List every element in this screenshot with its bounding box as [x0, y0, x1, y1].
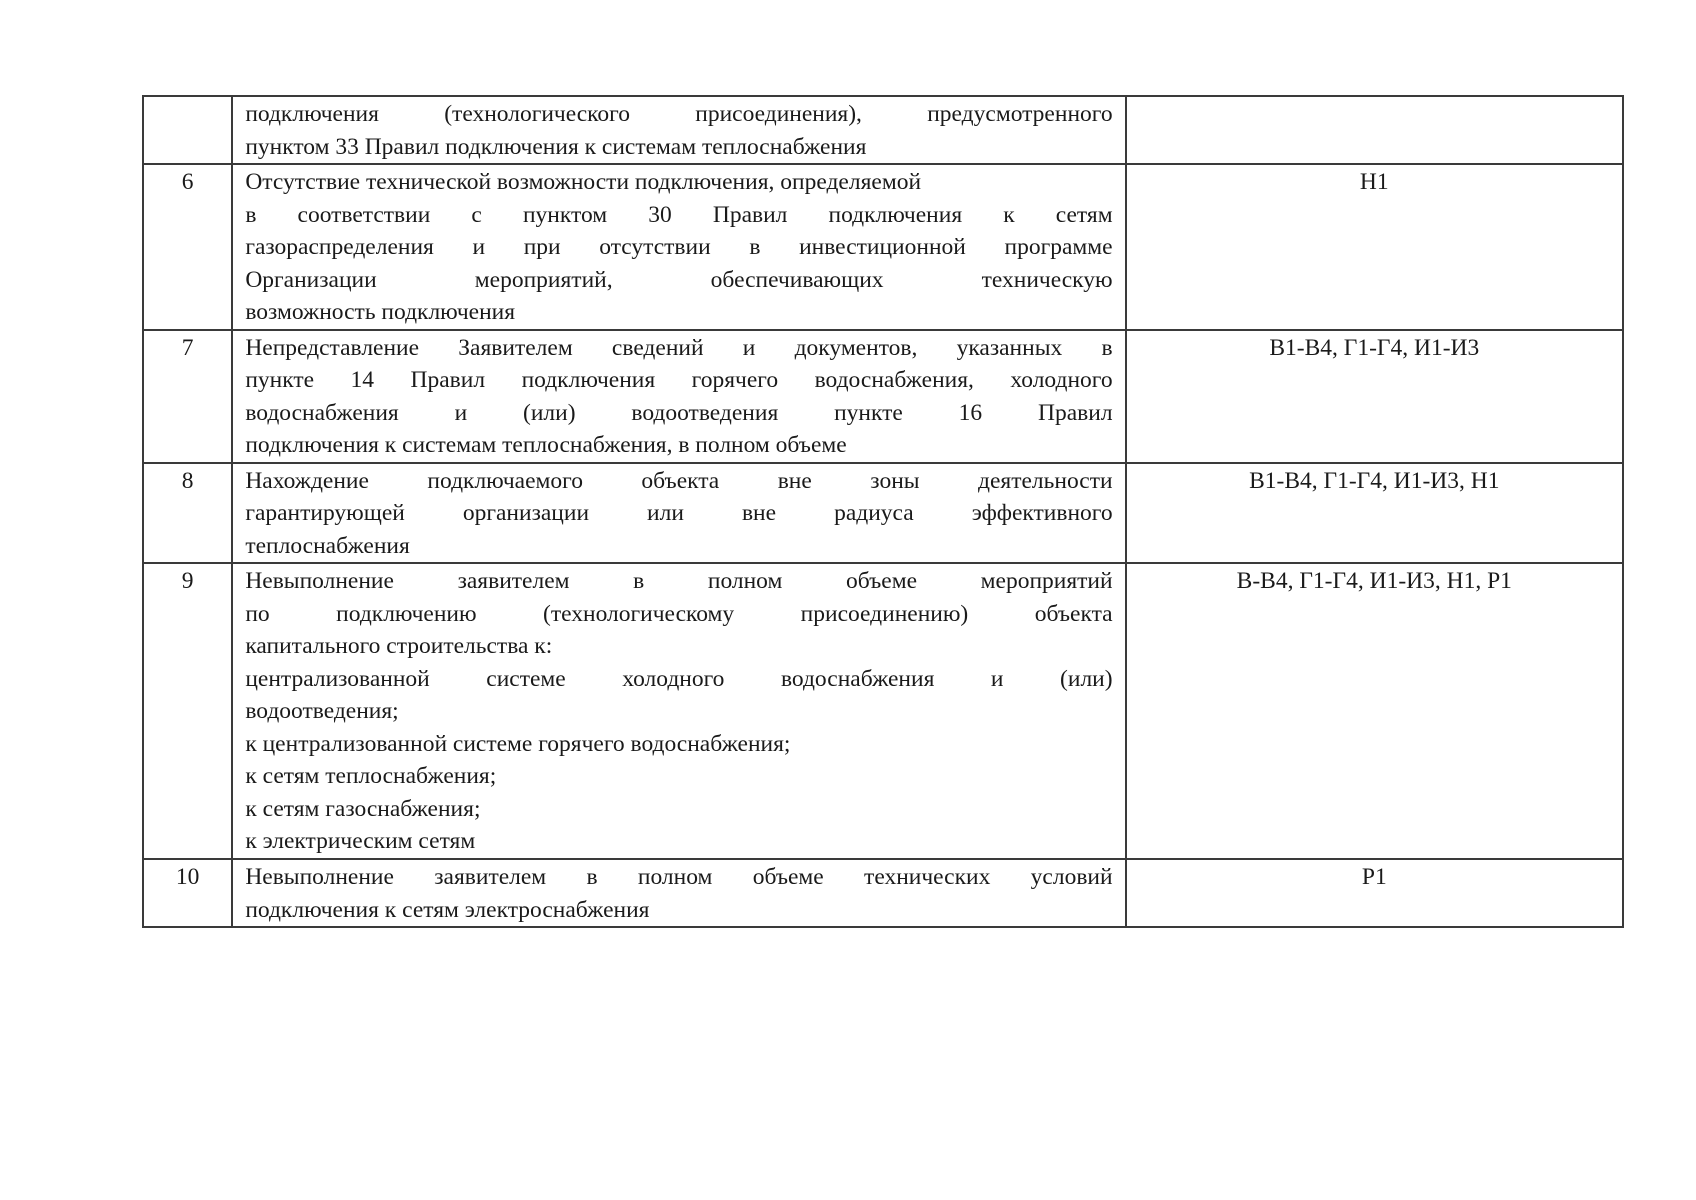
reason-line: газораспределения и при отсутствии в инвестиционной программе [245, 234, 1113, 260]
row-reason [232, 859, 1125, 927]
reason-line: к сетям теплоснабжения; [245, 763, 497, 789]
reason-line: гарантирующей организации или вне радиуса эффективного [245, 500, 1113, 526]
row-codes: В1-В4, Г1-Г4, И1-И3, Н1 [1126, 463, 1623, 564]
reason-line: пункте 14 Правил подключения горячего водоснабжения, холодного [245, 367, 1113, 393]
reason-line: централизованной системе холодного водоснабжения и (или) [245, 665, 1113, 692]
requirements-table [142, 95, 1624, 928]
row-number: 7 [143, 330, 232, 463]
reason-line: теплоснабжения [245, 532, 410, 559]
row-codes [1126, 96, 1623, 164]
row-number: 8 [143, 463, 232, 564]
reason-line: водоснабжения и (или) водоотведения пункте 16 Правил [245, 399, 1113, 426]
reason-line: к электрическим сетям [245, 828, 476, 854]
row-codes: В1-В4, Г1-Г4, И1-И3 [1126, 330, 1623, 463]
reason-line: пунктом 33 Правил подключения к системам теплоснабжения [245, 133, 867, 160]
table-row [143, 164, 1623, 330]
reason-line: Нахождение подключаемого объекта вне зоны деятельности [245, 467, 1113, 494]
reason-line: Организации мероприятий, обеспечивающих техническую [245, 266, 1113, 293]
reason-line: возможность подключения [245, 299, 516, 325]
reason-line: подключения к системам теплоснабжения, в полном объеме [245, 432, 847, 458]
row-reason [232, 330, 1125, 463]
row-number: 6 [143, 164, 232, 330]
row-reason [232, 96, 1125, 164]
reason-line: Невыполнение заявителем в полном объеме технических условий [245, 864, 1113, 890]
reason-line: водоотведения; [245, 698, 399, 724]
reason-line: к сетям газоснабжения; [245, 795, 481, 822]
table-row [143, 96, 1623, 164]
row-number: 10 [143, 859, 232, 927]
table-row [143, 463, 1623, 564]
reason-line: капитального строительства к: [245, 633, 553, 659]
reason-line: по подключению (технологическому присоединению) объекта [245, 600, 1113, 627]
row-reason [232, 563, 1125, 859]
row-number: 9 [143, 563, 232, 859]
table-row [143, 330, 1623, 463]
reason-line: Невыполнение заявителем в полном объеме мероприятий [245, 568, 1113, 594]
reason-line: к централизованной системе горячего водоснабжения; [245, 730, 791, 757]
row-codes: Н1 [1126, 164, 1623, 330]
row-codes: В-В4, Г1-Г4, И1-И3, Н1, Р1 [1126, 563, 1623, 859]
row-number [143, 96, 232, 164]
reason-line: Отсутствие технической возможности подключения, определяемой [245, 169, 922, 195]
row-reason [232, 463, 1125, 564]
reason-line: Непредставление Заявителем сведений и документов, указанных в [245, 334, 1113, 361]
table-row [143, 859, 1623, 927]
reason-line: подключения к сетям электроснабжения [245, 896, 650, 923]
reason-line: в соответствии с пунктом 30 Правил подключения к сетям [245, 201, 1113, 228]
row-codes: Р1 [1126, 859, 1623, 927]
reason-line: подключения (технологического присоединения), предусмотренного [245, 101, 1113, 127]
table-row [143, 563, 1623, 859]
row-reason [232, 164, 1125, 330]
